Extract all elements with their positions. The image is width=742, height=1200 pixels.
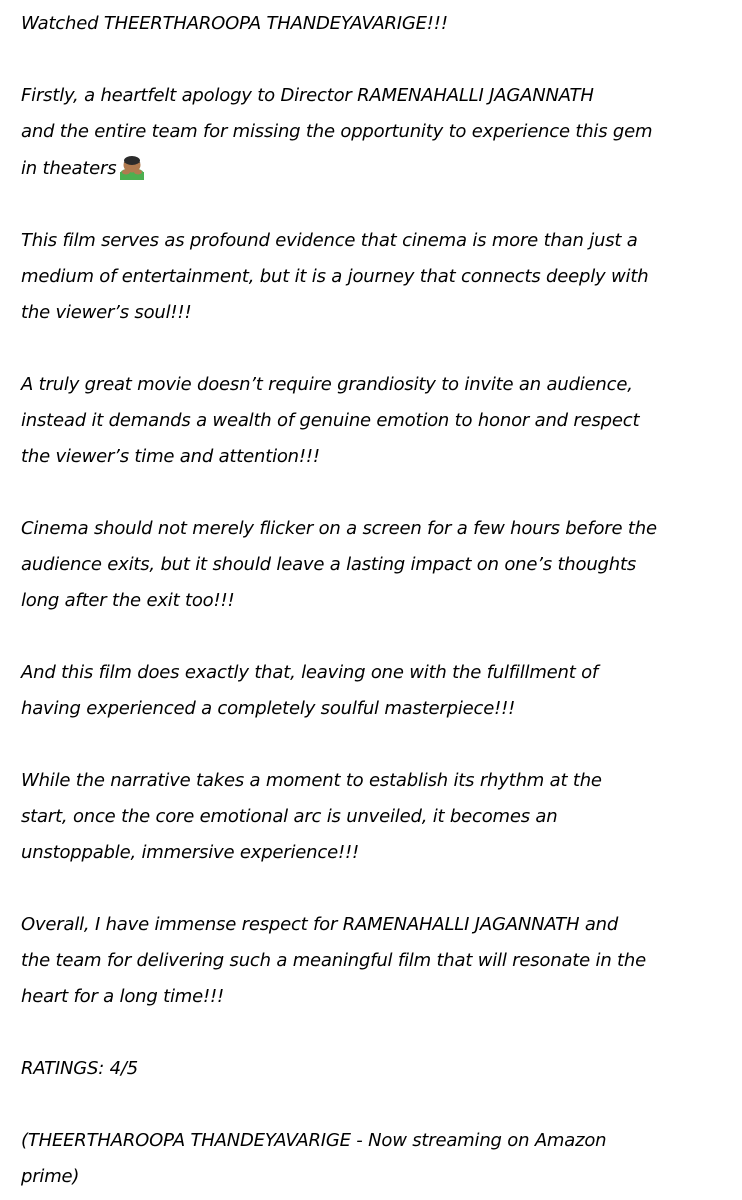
paragraph-line: the team for delivering such a meaningful film that will resonate in the: [21, 950, 646, 971]
bowing-person-icon: [117, 150, 147, 180]
review-heading: [21, 6, 726, 42]
paragraph-line: Overall, I have immense respect for RAMENAHALLI JAGANNATH and: [21, 914, 619, 935]
great-movie-paragraph: [21, 367, 726, 475]
apology-paragraph: [21, 78, 726, 187]
paragraph-line: (THEERTHAROOPA THANDEYAVARIGE - Now streaming on Amazon: [21, 1130, 607, 1151]
evidence-paragraph: [21, 223, 726, 331]
streaming-note: [21, 1123, 726, 1195]
paragraph-line: instead it demands a wealth of genuine emotion to honor and respect: [21, 410, 640, 431]
paragraph-line: unstoppable, immersive experience!!!: [21, 842, 359, 863]
paragraph-line: [21, 150, 726, 187]
paragraph-line: audience exits, but it should leave a lasting impact on one’s thoughts: [21, 554, 637, 575]
cinema-impact-paragraph: [21, 511, 726, 619]
paragraph-line-text: in theaters: [21, 158, 117, 179]
paragraph-line: Firstly, a heartfelt apology to Director RAMENAHALLI JAGANNATH: [21, 85, 594, 106]
paragraph-line: the viewer’s time and attention!!!: [21, 446, 320, 467]
paragraph-line: long after the exit too!!!: [21, 590, 235, 611]
paragraph-line: A truly great movie doesn’t require grandiosity to invite an audience,: [21, 374, 633, 395]
ratings-line: RATINGS: 4/5: [21, 1058, 139, 1079]
paragraph-line: start, once the core emotional arc is unveiled, it becomes an: [21, 806, 558, 827]
paragraph-line: Cinema should not merely flicker on a screen for a few hours before the: [21, 518, 657, 539]
paragraph-line: heart for a long time!!!: [21, 986, 224, 1007]
heading-line: Watched THEERTHAROOPA THANDEYAVARIGE!!!: [21, 13, 448, 34]
overall-paragraph: [21, 907, 726, 1015]
paragraph-line: medium of entertainment, but it is a journey that connects deeply with: [21, 266, 649, 287]
ratings: [21, 1051, 726, 1087]
paragraph-line: having experienced a completely soulful masterpiece!!!: [21, 698, 516, 719]
paragraph-line: This film serves as profound evidence that cinema is more than just a: [21, 230, 638, 251]
paragraph-line: and the entire team for missing the opportunity to experience this gem: [21, 121, 653, 142]
paragraph-line: And this film does exactly that, leaving one with the fulfillment of: [21, 662, 599, 683]
paragraph-line: prime): [21, 1166, 80, 1187]
narrative-paragraph: [21, 763, 726, 871]
paragraph-line: While the narrative takes a moment to establish its rhythm at the: [21, 770, 602, 791]
masterpiece-paragraph: [21, 655, 726, 727]
paragraph-line: the viewer’s soul!!!: [21, 302, 192, 323]
